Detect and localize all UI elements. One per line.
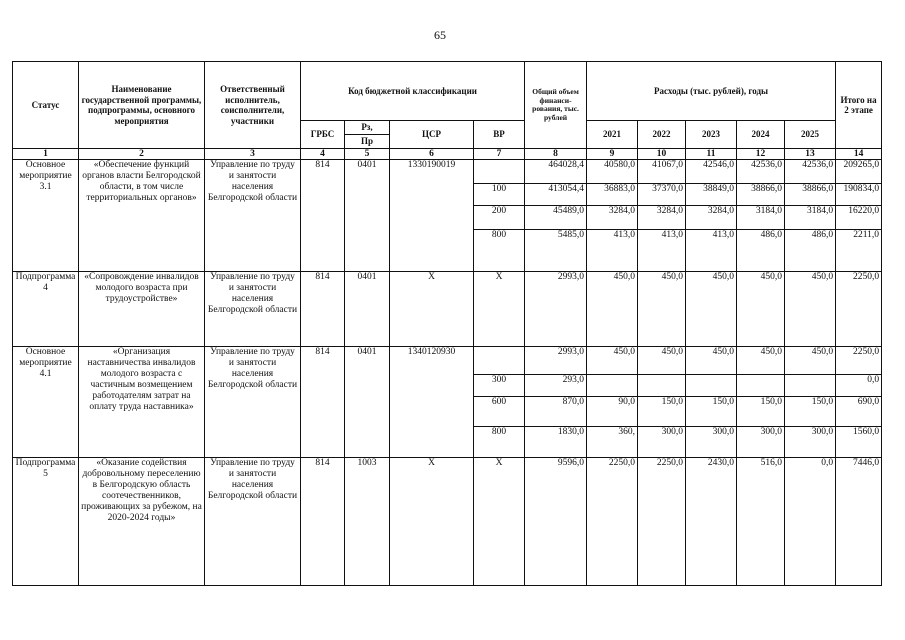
header-status: Статус — [13, 62, 79, 149]
col-number: 7 — [474, 149, 525, 160]
year-2025-cell: 3184,0 — [785, 206, 836, 230]
header-vr: ВР — [474, 121, 525, 149]
header-pr: Пр — [345, 135, 390, 149]
table-row — [13, 160, 882, 184]
total-cell: 2993,0 — [525, 272, 587, 347]
col-number: 5 — [345, 149, 390, 160]
grbs-cell: 814 — [301, 347, 345, 458]
total-cell: 293,0 — [525, 375, 587, 397]
year-2023-cell: 38849,0 — [686, 184, 737, 206]
year-2023-cell: 450,0 — [686, 347, 737, 375]
year-2023-cell: 3284,0 — [686, 206, 737, 230]
col-number: 6 — [390, 149, 474, 160]
grbs-cell: 814 — [301, 458, 345, 586]
year-2021-cell: 90,0 — [587, 397, 638, 427]
total-cell: 870,0 — [525, 397, 587, 427]
year-2025-cell: 450,0 — [785, 347, 836, 375]
year-2023-cell: 300,0 — [686, 427, 737, 458]
vr-cell: 800 — [474, 427, 525, 458]
col-number: 10 — [638, 149, 686, 160]
year-2025-cell: 300,0 — [785, 427, 836, 458]
col-number: 13 — [785, 149, 836, 160]
header-expenses: Расходы (тыс. рублей), годы — [587, 62, 836, 121]
year-2023-cell: 150,0 — [686, 397, 737, 427]
year-2024-cell: 300,0 — [737, 427, 785, 458]
responsible-cell: Управление по труду и занятости населения Белгородской области — [205, 347, 301, 458]
rzpr-cell: 0401 — [345, 272, 390, 347]
year-2024-cell: 38866,0 — [737, 184, 785, 206]
year-2021-cell: 2250,0 — [587, 458, 638, 586]
page-number: 65 — [434, 28, 446, 42]
rzpr-cell: 1003 — [345, 458, 390, 586]
year-2021-cell: 360, — [587, 427, 638, 458]
status-cell: Основное мероприятие 3.1 — [13, 160, 79, 272]
program-name-cell: «Сопровождение инвалидов молодого возраста при трудоустройстве» — [79, 272, 205, 347]
year-2023-cell: 413,0 — [686, 230, 737, 272]
col-number: 8 — [525, 149, 587, 160]
year-2025-cell: 150,0 — [785, 397, 836, 427]
year-2021-cell: 450,0 — [587, 347, 638, 375]
col-number: 12 — [737, 149, 785, 160]
csr-cell: 1340120930 — [390, 347, 474, 458]
header-year-2022: 2022 — [638, 121, 686, 149]
year-2021-cell: 413,0 — [587, 230, 638, 272]
total-cell: 1830,0 — [525, 427, 587, 458]
stage2-cell: 0,0 — [836, 375, 882, 397]
grbs-cell: 814 — [301, 272, 345, 347]
col-number: 11 — [686, 149, 737, 160]
grbs-cell: 814 — [301, 160, 345, 272]
year-2021-cell: 3284,0 — [587, 206, 638, 230]
stage2-cell: 16220,0 — [836, 206, 882, 230]
total-cell: 413054,4 — [525, 184, 587, 206]
year-2025-cell: 486,0 — [785, 230, 836, 272]
col-number: 14 — [836, 149, 882, 160]
vr-cell: 200 — [474, 206, 525, 230]
header-rz: Рз, — [345, 121, 390, 135]
table-row — [13, 272, 882, 347]
header-total-stage2: Итого на 2 этапе — [836, 62, 882, 149]
year-2021-cell: 40580,0 — [587, 160, 638, 184]
col-number: 4 — [301, 149, 345, 160]
responsible-cell: Управление по труду и занятости населения Белгородской области — [205, 272, 301, 347]
year-2023-cell: 2430,0 — [686, 458, 737, 586]
stage2-cell: 2211,0 — [836, 230, 882, 272]
stage2-cell: 190834,0 — [836, 184, 882, 206]
year-2025-cell: 38866,0 — [785, 184, 836, 206]
program-name-cell: «Организация наставничества инвалидов молодого возраста с частичным возмещением работодателям затрат на оплату труда наставника» — [79, 347, 205, 458]
year-2023-cell: 42546,0 — [686, 160, 737, 184]
header-responsible: Ответственный исполнитель, соисполнители, участники — [205, 62, 301, 149]
program-name-cell: «Обеспечение функций органов власти Белгородской области, в том числе территориальных органов» — [79, 160, 205, 272]
header-year-2025: 2025 — [785, 121, 836, 149]
year-2024-cell: 3184,0 — [737, 206, 785, 230]
year-2024-cell: 150,0 — [737, 397, 785, 427]
header-total-volume: Общий объем финанси-рования, тыс. рублей — [525, 62, 587, 149]
responsible-cell: Управление по труду и занятости населения Белгородской области — [205, 458, 301, 586]
csr-cell: Х — [390, 272, 474, 347]
stage2-cell: 209265,0 — [836, 160, 882, 184]
status-cell: Основное мероприятие 4.1 — [13, 347, 79, 458]
year-2021-cell: 450,0 — [587, 272, 638, 347]
csr-cell: Х — [390, 458, 474, 586]
budget-table-container — [12, 61, 881, 586]
vr-cell — [474, 347, 525, 375]
table-row — [13, 347, 882, 375]
year-2024-cell: 516,0 — [737, 458, 785, 586]
vr-cell — [474, 160, 525, 184]
status-cell: Подпрограмма 4 — [13, 272, 79, 347]
col-number: 3 — [205, 149, 301, 160]
year-2022-cell: 3284,0 — [638, 206, 686, 230]
col-number: 1 — [13, 149, 79, 160]
col-number: 2 — [79, 149, 205, 160]
vr-cell: 800 — [474, 230, 525, 272]
year-2025-cell: 0,0 — [785, 458, 836, 586]
total-cell: 9596,0 — [525, 458, 587, 586]
total-cell: 464028,4 — [525, 160, 587, 184]
total-cell: 45489,0 — [525, 206, 587, 230]
year-2024-cell: 450,0 — [737, 347, 785, 375]
vr-cell: 300 — [474, 375, 525, 397]
year-2025-cell: 42536,0 — [785, 160, 836, 184]
header-year-2023: 2023 — [686, 121, 737, 149]
rzpr-cell: 0401 — [345, 160, 390, 272]
year-2022-cell: 413,0 — [638, 230, 686, 272]
year-2022-cell: 2250,0 — [638, 458, 686, 586]
table-row — [13, 458, 882, 586]
header-program-name: Наименование государственной программы, подпрограммы, основного мероприятия — [79, 62, 205, 149]
total-cell: 2993,0 — [525, 347, 587, 375]
responsible-cell: Управление по труду и занятости населения Белгородской области — [205, 160, 301, 272]
vr-cell: Х — [474, 272, 525, 347]
stage2-cell: 2250,0 — [836, 272, 882, 347]
stage2-cell: 690,0 — [836, 397, 882, 427]
total-cell: 5485,0 — [525, 230, 587, 272]
year-2024-cell: 42536,0 — [737, 160, 785, 184]
col-number: 9 — [587, 149, 638, 160]
year-2025-cell — [785, 375, 836, 397]
vr-cell: 100 — [474, 184, 525, 206]
stage2-cell: 2250,0 — [836, 347, 882, 375]
header-year-2021: 2021 — [587, 121, 638, 149]
year-2022-cell: 300,0 — [638, 427, 686, 458]
year-2022-cell — [638, 375, 686, 397]
header-budget-code: Код бюджетной классификации — [301, 62, 525, 121]
status-cell: Подпрограмма 5 — [13, 458, 79, 586]
year-2022-cell: 37370,0 — [638, 184, 686, 206]
rzpr-cell: 0401 — [345, 347, 390, 458]
program-name-cell: «Оказание содействия добровольному переселению в Белгородскую область соотечественников, проживающих за рубежом, на 2020-2024 годы» — [79, 458, 205, 586]
vr-cell: Х — [474, 458, 525, 586]
year-2023-cell — [686, 375, 737, 397]
stage2-cell: 1560,0 — [836, 427, 882, 458]
year-2022-cell: 450,0 — [638, 272, 686, 347]
budget-table — [12, 61, 882, 586]
year-2022-cell: 150,0 — [638, 397, 686, 427]
year-2024-cell — [737, 375, 785, 397]
year-2021-cell — [587, 375, 638, 397]
year-2022-cell: 450,0 — [638, 347, 686, 375]
stage2-cell: 7446,0 — [836, 458, 882, 586]
header-grbs: ГРБС — [301, 121, 345, 149]
year-2025-cell: 450,0 — [785, 272, 836, 347]
column-number-row — [13, 149, 882, 160]
year-2022-cell: 41067,0 — [638, 160, 686, 184]
vr-cell: 600 — [474, 397, 525, 427]
header-year-2024: 2024 — [737, 121, 785, 149]
year-2024-cell: 450,0 — [737, 272, 785, 347]
year-2023-cell: 450,0 — [686, 272, 737, 347]
year-2024-cell: 486,0 — [737, 230, 785, 272]
year-2021-cell: 36883,0 — [587, 184, 638, 206]
header-csr: ЦСР — [390, 121, 474, 149]
csr-cell: 1330190019 — [390, 160, 474, 272]
